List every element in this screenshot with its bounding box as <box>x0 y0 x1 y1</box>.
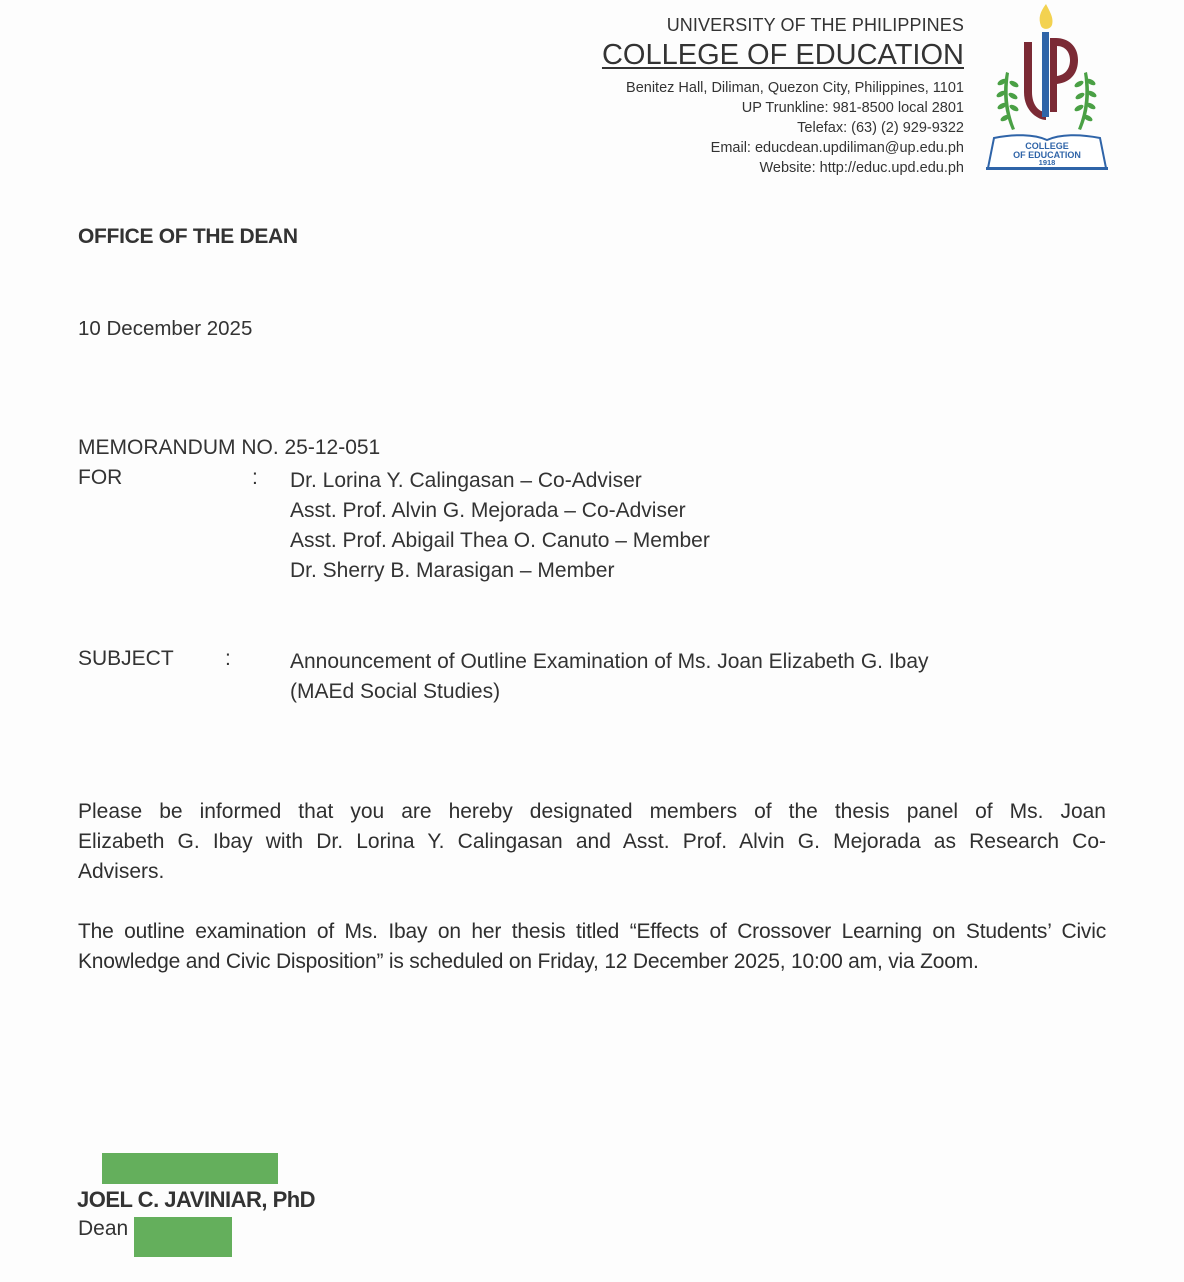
memo-date: 10 December 2025 <box>78 317 253 340</box>
laurel-right-icon <box>1073 72 1097 130</box>
for-colon: : <box>252 466 258 489</box>
subject-colon: : <box>225 647 231 670</box>
logo-year: 1918 <box>1038 158 1056 167</box>
torch-icon <box>1042 32 1049 117</box>
email: Email: educdean.updiliman@up.edu.ph <box>710 140 964 156</box>
logo-line2: OF EDUCATION <box>1013 150 1081 160</box>
signature-redaction <box>102 1153 278 1184</box>
office-heading: OFFICE OF THE DEAN <box>78 225 298 248</box>
subject-label: SUBJECT <box>78 647 174 670</box>
college-name: COLLEGE OF EDUCATION <box>601 39 964 71</box>
trunkline: UP Trunkline: 981-8500 local 2801 <box>741 100 964 116</box>
signatory-title: Dean <box>78 1217 129 1240</box>
subject-text <box>290 647 929 707</box>
subject-line2: (MAEd Social Studies) <box>290 680 501 703</box>
letterhead <box>602 12 964 178</box>
recipient-item: Asst. Prof. Alvin G. Mejorada – Co-Adviser <box>290 499 686 522</box>
telefax: Telefax: (63) (2) 929-9322 <box>797 120 964 136</box>
website: Website: http://educ.upd.edu.ph <box>759 160 964 176</box>
flame-icon <box>1040 4 1053 29</box>
subject-line1: Announcement of Outline Examination of Ms. Joan Elizabeth G. Ibay <box>290 650 929 673</box>
logo-line1: COLLEGE <box>1025 141 1069 151</box>
recipient-item: Dr. Lorina Y. Calingasan – Co-Adviser <box>290 469 642 492</box>
recipient-list <box>290 466 710 586</box>
initials-redaction <box>134 1217 232 1257</box>
laurel-left-icon <box>995 72 1019 130</box>
body-paragraph-2: The outline examination of Ms. Ibay on her thesis titled “Effects of Crossover Learning on Students’ Civic Knowledge and Civic Disposition” is scheduled on Friday, 12 December 2025, 10:00 am, via Zoom. <box>78 920 1106 973</box>
recipient-item: Asst. Prof. Abigail Thea O. Canuto – Member <box>290 529 710 552</box>
p-letter-icon <box>1050 38 1078 112</box>
memo-number: MEMORANDUM NO. 25-12-051 <box>78 436 381 459</box>
body-paragraph-1: Please be informed that you are hereby designated members of the thesis panel of Ms. Joan Elizabeth G. Ibay with Dr. Lorina Y. Calingasan and Asst. Prof. Alvin G. Mejorada as Research Co-Advisers. <box>78 800 1106 883</box>
signatory-name: JOEL C. JAVINIAR, PhD <box>77 1187 316 1212</box>
up-college-of-education-seal-icon <box>984 2 1112 174</box>
address: Benitez Hall, Diliman, Quezon City, Philippines, 1101 <box>626 80 964 96</box>
for-label: FOR <box>78 466 123 489</box>
recipient-item: Dr. Sherry B. Marasigan – Member <box>290 559 615 582</box>
university-name: UNIVERSITY OF THE PHILIPPINES <box>666 15 964 35</box>
